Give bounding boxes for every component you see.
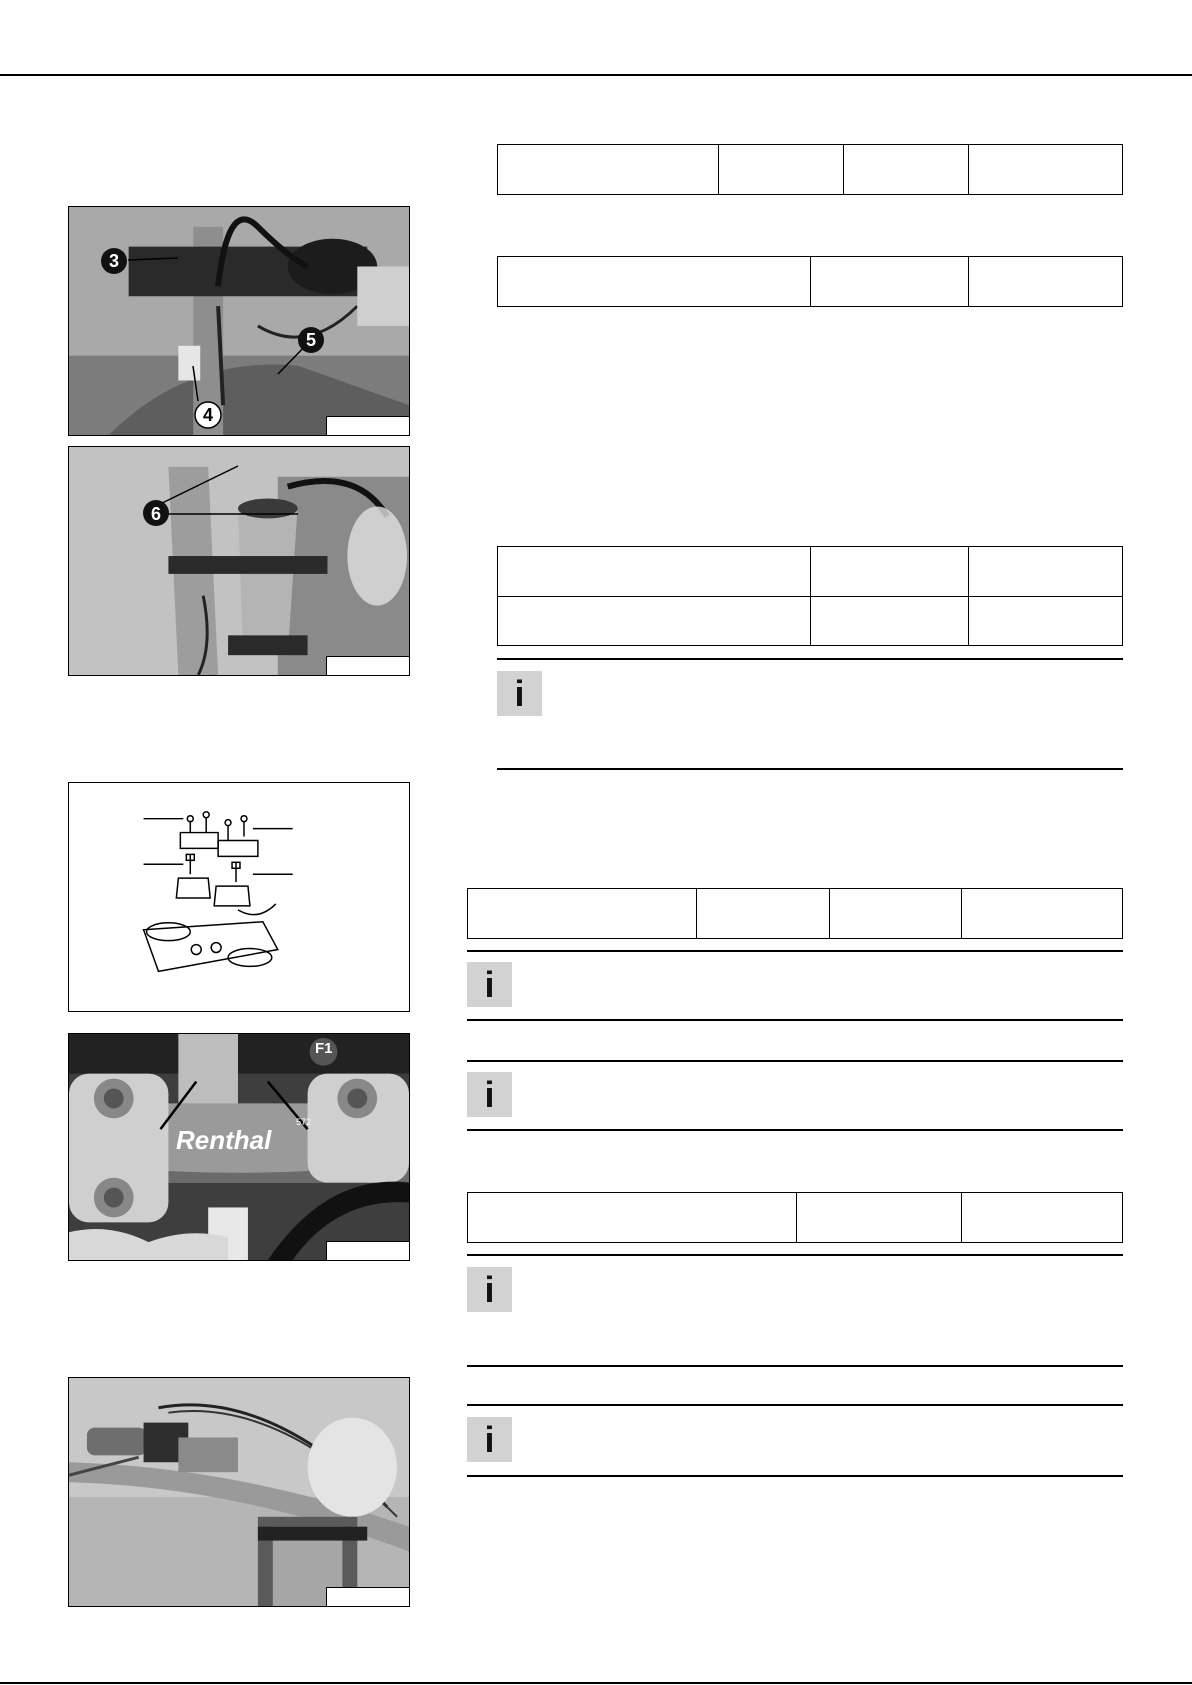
note-rule-bottom: [467, 1019, 1123, 1021]
figure-photo-handlebar-controls: [68, 1377, 410, 1607]
spec-cell: [969, 257, 1123, 307]
badge-f1: F1: [315, 1040, 333, 1057]
info-icon: i: [497, 671, 542, 716]
figure-drawing-handlebar-clamps: [68, 782, 410, 1012]
figure-id-tag: [326, 1587, 409, 1606]
spec-cell: [962, 889, 1123, 939]
spec-table-4: [467, 888, 1123, 939]
spec-table-5: [467, 1192, 1123, 1243]
figure-callouts-cable-routing: [68, 206, 410, 436]
callout-label-6: 6: [150, 504, 161, 524]
note-rule-top: [497, 658, 1123, 660]
spec-table-1: [497, 144, 1123, 195]
footer-rule: [0, 1682, 1192, 1684]
spec-cell: [811, 547, 969, 597]
note-rule-top: [467, 1254, 1123, 1256]
note-rule-bottom: [467, 1475, 1123, 1477]
spec-cell: [468, 889, 697, 939]
renthal-brand-text: Renthal: [176, 1125, 272, 1155]
spec-table-2: [497, 256, 1123, 307]
note-rule-bottom: [497, 768, 1123, 770]
spec-cell: [498, 547, 811, 597]
spec-cell: [969, 596, 1123, 646]
info-icon: i: [467, 1417, 512, 1462]
header-rule: [0, 74, 1192, 76]
callout-label-3: 3: [108, 251, 119, 271]
spec-cell: [811, 257, 969, 307]
callout-label-5: 5: [305, 330, 316, 350]
spec-cell: [844, 145, 969, 195]
info-icon: i: [467, 1072, 512, 1117]
spec-cell: [962, 1193, 1123, 1243]
figure-id-tag: [326, 1241, 409, 1260]
callout-label-4: 4: [202, 405, 213, 425]
spec-cell: [811, 596, 969, 646]
note-rule-top: [467, 950, 1123, 952]
spec-cell: [498, 596, 811, 646]
note-rule-top: [467, 1060, 1123, 1062]
spec-cell: [830, 889, 962, 939]
spec-cell: [697, 889, 830, 939]
spec-cell: [498, 257, 811, 307]
spec-cell: [969, 145, 1123, 195]
spec-cell: [468, 1193, 797, 1243]
spec-cell: [797, 1193, 962, 1243]
info-icon: i: [467, 962, 512, 1007]
spec-cell: [498, 145, 719, 195]
info-icon: i: [467, 1267, 512, 1312]
spec-cell: [969, 547, 1123, 597]
figure-callouts-fork-tubes: [68, 446, 410, 676]
clamp-marking: 572: [296, 1117, 312, 1127]
spec-cell: [719, 145, 844, 195]
note-rule-bottom: [467, 1365, 1123, 1367]
note-rule-top: [467, 1404, 1123, 1406]
spec-table-3: [497, 546, 1123, 646]
note-rule-bottom: [467, 1129, 1123, 1131]
